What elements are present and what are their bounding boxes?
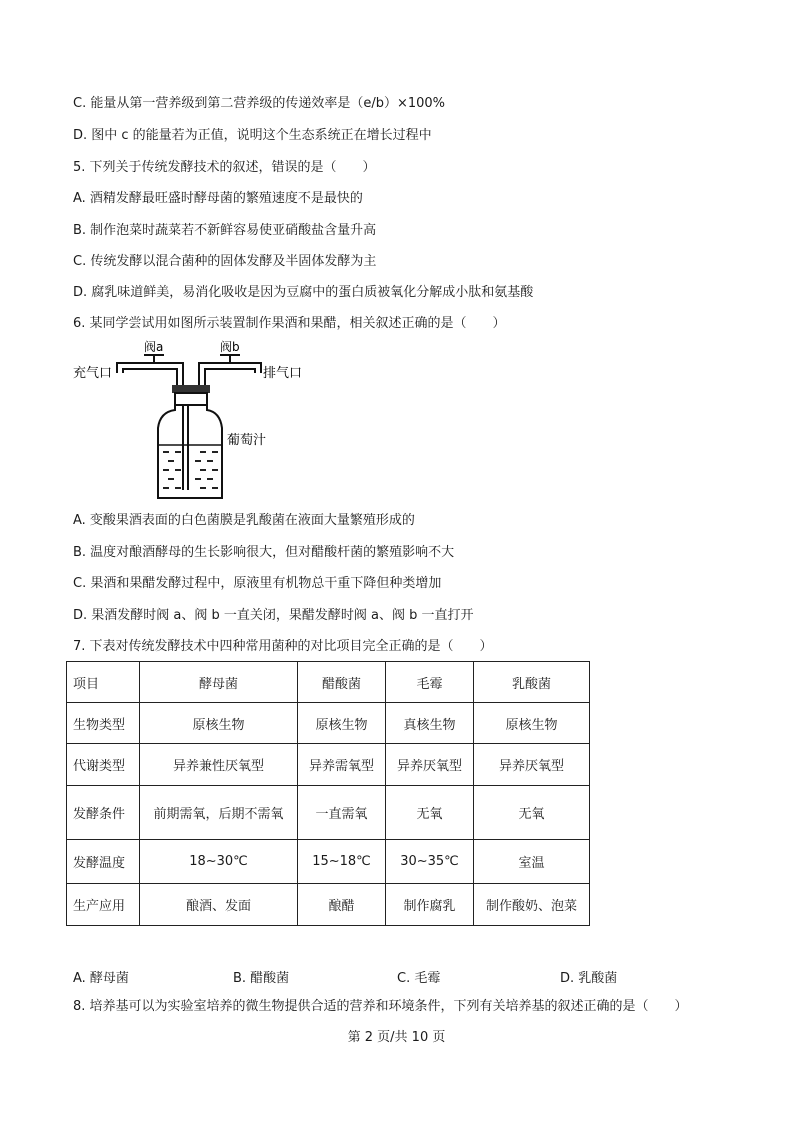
page-footer: 第 2 页/共 10 页 (347, 1030, 446, 1045)
question-8-stem: 8. 培养基可以为实验室培养的微生物提供合适的营养和环境条件，下列有关培养基的叙述正确的是（ ） (73, 999, 688, 1014)
table-cell: 异养厌氧型 (386, 744, 474, 786)
table-row (67, 744, 590, 786)
table-cell: 异养需氧型 (298, 744, 386, 786)
table-header-cell: 酵母菌 (140, 662, 298, 703)
fermentation-apparatus-diagram (70, 340, 320, 505)
table-cell: 前期需氧，后期不需氧 (140, 786, 298, 840)
table-cell: 异养厌氧型 (474, 744, 590, 786)
table-cell: 酿酒、发面 (140, 884, 298, 926)
table-cell: 30~35℃ (386, 840, 474, 884)
question-text-c: C. 能量从第一营养级到第二营养级的传递效率是（e/b）×100% (73, 96, 446, 111)
table-cell: 制作腐乳 (386, 884, 474, 926)
table-cell: 酿醋 (298, 884, 386, 926)
table-cell: 15~18℃ (298, 840, 386, 884)
question-7-options (73, 967, 773, 985)
question-7-option-c: C. 毛霉 (397, 971, 441, 986)
outlet-label: 排气口 (263, 366, 303, 381)
juice-label: 葡萄汁 (227, 433, 267, 448)
table-row (67, 703, 590, 744)
table-cell: 原核生物 (474, 703, 590, 744)
table-cell: 18~30℃ (140, 840, 298, 884)
table-header-cell: 项目 (67, 662, 140, 703)
valve-b-label: 阀b (220, 340, 240, 354)
question-5-stem: 5. 下列关于传统发酵技术的叙述，错误的是（ ） (73, 160, 376, 175)
inlet-label: 充气口 (73, 366, 113, 381)
table-row (67, 840, 590, 884)
table-cell: 原核生物 (140, 703, 298, 744)
question-5-option-d: D. 腐乳味道鲜美，易消化吸收是因为豆腐中的蛋白质被氧化分解成小肽和氨基酸 (73, 285, 534, 300)
table-cell: 生物类型 (67, 703, 140, 744)
table-header-row (67, 662, 590, 703)
table-header-cell: 乳酸菌 (474, 662, 590, 703)
table-row (67, 786, 590, 840)
question-text-d: D. 图中 c 的能量若为正值，说明这个生态系统正在增长过程中 (73, 128, 432, 143)
question-7-stem: 7. 下表对传统发酵技术中四种常用菌种的对比项目完全正确的是（ ） (73, 639, 493, 654)
table-cell: 无氧 (386, 786, 474, 840)
question-7-option-a: A. 酵母菌 (73, 971, 129, 986)
question-6-option-a: A. 变酸果酒表面的白色菌膜是乳酸菌在液面大量繁殖形成的 (73, 513, 415, 528)
table-cell: 生产应用 (67, 884, 140, 926)
question-5-option-a: A. 酒精发酵最旺盛时酵母菌的繁殖速度不是最快的 (73, 191, 363, 206)
table-cell: 一直需氧 (298, 786, 386, 840)
table-cell: 异养兼性厌氧型 (140, 744, 298, 786)
valve-a-label: 阀a (144, 340, 164, 354)
question-6-option-b: B. 温度对酿酒酵母的生长影响很大，但对醋酸杆菌的繁殖影响不大 (73, 545, 455, 560)
table-header-cell: 毛霉 (386, 662, 474, 703)
table-cell: 真核生物 (386, 703, 474, 744)
table-cell: 原核生物 (298, 703, 386, 744)
microbe-comparison-table (66, 661, 590, 926)
question-6-stem: 6. 某同学尝试用如图所示装置制作果酒和果醋，相关叙述正确的是（ ） (73, 316, 506, 331)
table-cell: 室温 (474, 840, 590, 884)
table-cell: 代谢类型 (67, 744, 140, 786)
table-header-cell: 醋酸菌 (298, 662, 386, 703)
table-cell: 无氧 (474, 786, 590, 840)
table-cell: 发酵温度 (67, 840, 140, 884)
question-6-option-c: C. 果酒和果醋发酵过程中，原液里有机物总干重下降但种类增加 (73, 576, 442, 591)
table-cell: 制作酸奶、泡菜 (474, 884, 590, 926)
question-7-option-b: B. 醋酸菌 (233, 971, 290, 986)
question-5-option-b: B. 制作泡菜时蔬菜若不新鲜容易使亚硝酸盐含量升高 (73, 223, 377, 238)
question-5-option-c: C. 传统发酵以混合菌种的固体发酵及半固体发酵为主 (73, 254, 377, 269)
table-cell: 发酵条件 (67, 786, 140, 840)
question-6-option-d: D. 果酒发酵时阀 a、阀 b 一直关闭，果醋发酵时阀 a、阀 b 一直打开 (73, 608, 474, 623)
table-row (67, 884, 590, 926)
question-7-option-d: D. 乳酸菌 (560, 971, 618, 986)
